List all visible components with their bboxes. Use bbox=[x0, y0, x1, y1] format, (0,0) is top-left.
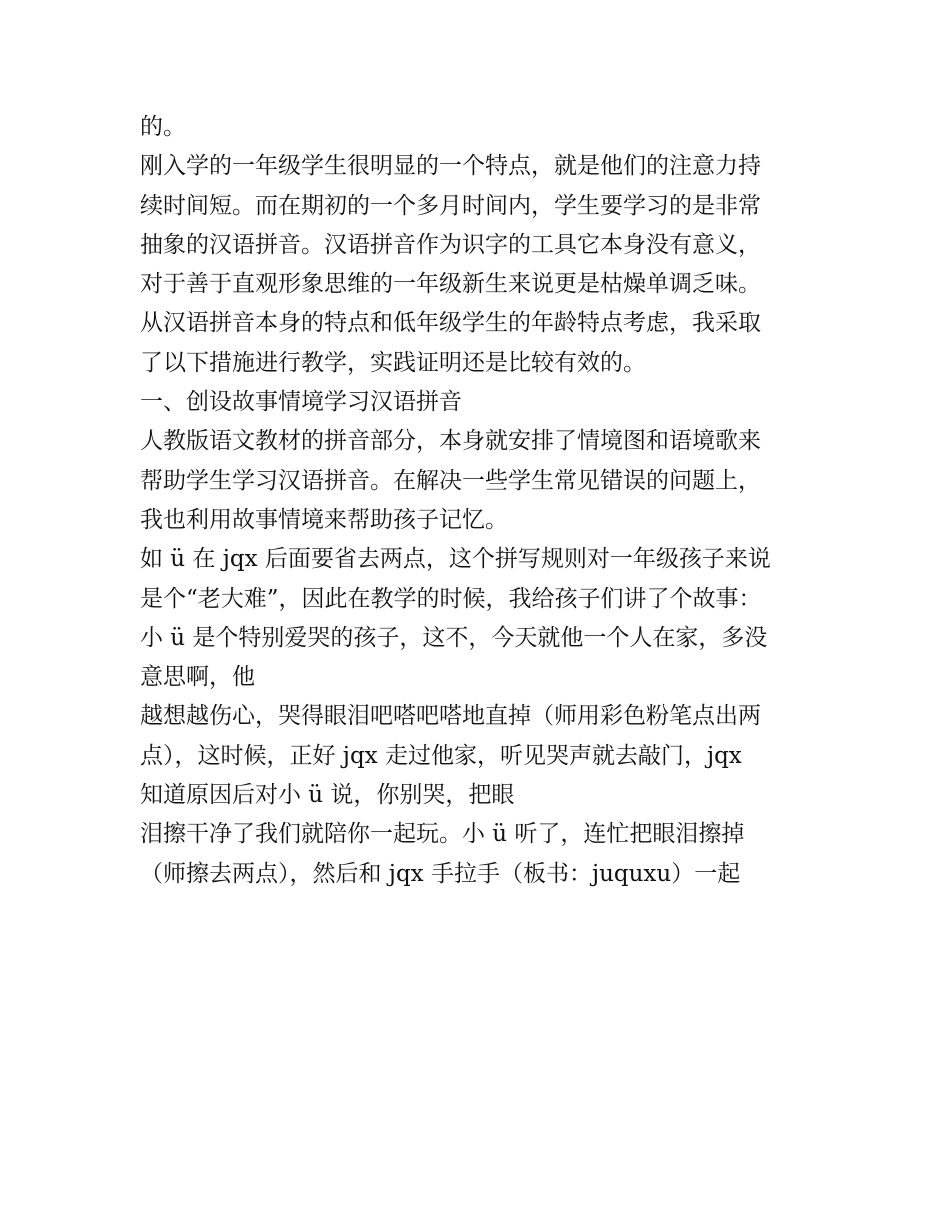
text-line: 如 ü 在 jqx 后面要省去两点，这个拼写规则对一年级孩子来说 bbox=[140, 546, 771, 573]
text-line: 抽象的汉语拼音。汉语拼音作为识字的工具它本身没有意义， bbox=[140, 231, 761, 258]
text-line: 帮助学生学习汉语拼音。在解决一些学生常见错误的问题上， bbox=[140, 467, 761, 494]
text-line: 意思啊，他 bbox=[140, 664, 255, 691]
text-line: 点），这时候，正好 jqx 走过他家，听见哭声就去敲门，jqx bbox=[140, 742, 742, 769]
text-line: 了以下措施进行教学，实践证明还是比较有效的。 bbox=[140, 349, 646, 376]
text-line: 越想越伤心，哭得眼泪吧嗒吧嗒地直掉（师用彩色粉笔点出两 bbox=[140, 703, 761, 730]
text-line: 泪擦干净了我们就陪你一起玩。小 ü 听了，连忙把眼泪擦掉 bbox=[140, 821, 745, 848]
body-text bbox=[140, 108, 830, 894]
text-line: 人教版语文教材的拼音部分，本身就安排了情境图和语境歌来 bbox=[140, 428, 761, 455]
text-line: 刚入学的一年级学生很明显的一个特点，就是他们的注意力持 bbox=[140, 153, 761, 180]
text-line: 的。 bbox=[140, 114, 186, 140]
text-line: 对于善于直观形象思维的一年级新生来说更是枯燥单调乏味。 bbox=[140, 271, 761, 298]
text-line: 是个“老大难”，因此在教学的时候，我给孩子们讲了个故事： bbox=[140, 585, 762, 612]
text-line: （师擦去两点），然后和 jqx 手拉手（板书：juquxu）一起 bbox=[140, 860, 741, 887]
section-heading: 一、创设故事情境学习汉语拼音 bbox=[140, 389, 462, 416]
text-line: 续时间短。而在期初的一个多月时间内，学生要学习的是非常 bbox=[140, 192, 761, 219]
text-line: 从汉语拼音本身的特点和低年级学生的年龄特点考虑，我采取 bbox=[140, 310, 761, 337]
text-line: 小 ü 是个特别爱哭的孩子，这不，今天就他一个人在家，多没 bbox=[140, 624, 768, 651]
text-line: 我也利用故事情境来帮助孩子记忆。 bbox=[140, 506, 508, 533]
text-line: 知道原因后对小 ü 说，你别哭，把眼 bbox=[140, 782, 515, 809]
